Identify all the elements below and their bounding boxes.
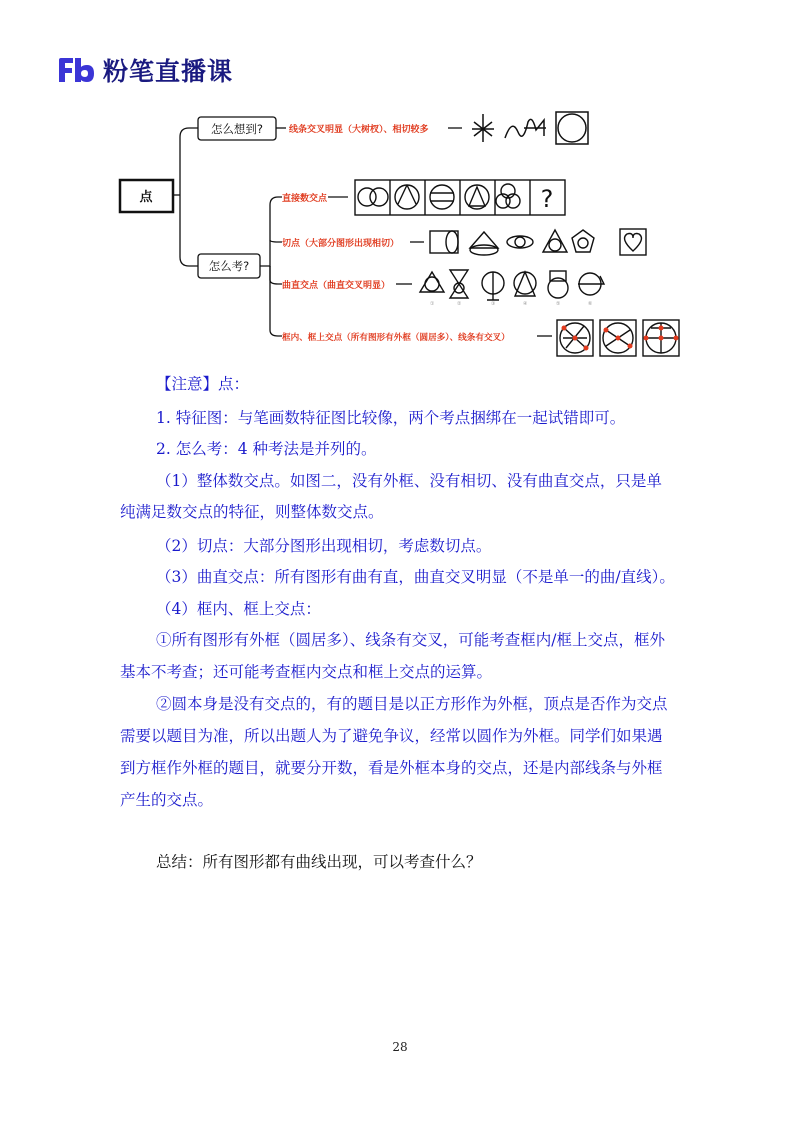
notes-paragraph-6: （4）框内、框上交点： [156,600,321,618]
method-3-label: 曲直交点（曲直交叉明显） [282,281,391,291]
method-2-label: 切点（大部分图形出现相切） [282,239,400,249]
mindmap-q2-label: 怎么考? [208,259,250,273]
svg-text:①: ① [430,301,435,307]
mindmap-q1-label: 怎么想到? [210,122,264,136]
notes-paragraph-1: 1. 特征图：与笔画数特征图比较像，两个考点捆绑在一起试错即可。 [156,409,626,427]
notes-paragraph-3-line-2: 纯满足数交点的特征，则整体数交点。 [120,503,384,521]
summary-text: 总结：所有图形都有曲线出现，可以考查什么？ [156,853,482,871]
notes-paragraph-7-line-2: 基本不考查；还可能考查框内交点和框上交点的运算。 [120,663,493,681]
svg-text:⑥: ⑥ [588,301,593,307]
notes-paragraph-8-line-2: 需要以题目为准，所以出题人为了避免争议，经常以圆作为外框。同学们如果遇 [120,727,663,745]
notes-heading: 【注意】点： [156,375,250,393]
fenbi-logo-icon [57,56,95,84]
notes-paragraph-8-line-1: ②圆本身是没有交点的，有的题目是以正方形作为外框，顶点是否作为交点 [156,695,668,713]
mindmap-q1-answer: 线条交叉明显（大树杈）、相切较多 [289,125,429,135]
notes-paragraph-5: （3）曲直交点：所有图形有曲有直，曲直交叉明显（不是单一的曲/直线）。 [156,568,675,586]
page-number: 28 [392,1040,408,1054]
notes-paragraph-4: （2）切点：大部分图形出现相切，考虑数切点。 [156,537,492,555]
method-3-figures [420,270,604,300]
method-1-label: 直接数交点 [282,194,328,204]
method-4-label: 框内、框上交点（所有图形有外框（圆居多）、线条有交叉） [282,333,510,343]
svg-text:⑤: ⑤ [556,301,561,307]
method-1-figures [355,180,565,215]
notes-paragraph-2: 2. 怎么考：4 种考法是并列的。 [156,440,377,458]
method-2-figures [430,229,646,255]
notes-paragraph-8-line-4: 产生的交点。 [120,791,214,809]
mindmap-root-label: 点 [139,190,153,205]
notes-paragraph-7-line-1: ①所有图形有外框（圆居多）、线条有交叉，可能考查框内/框上交点，框外 [156,631,665,649]
notes-paragraph-8-line-3: 到方框作外框的题目，就要分开数，看是外框本身的交点，还是内部线条与外框 [120,759,663,777]
svg-text:④: ④ [523,301,528,307]
logo-text: 粉笔直播课 [103,57,234,86]
question-mark: ? [540,185,554,213]
mindmap-diagram [100,100,700,365]
svg-text:③: ③ [491,301,496,307]
q1-figures [472,112,588,144]
svg-text:②: ② [457,301,462,307]
notes-paragraph-3-line-1: （1）整体数交点。如图二，没有外框、没有相切、没有曲直交点，只是单 [156,472,662,490]
logo [57,52,233,88]
